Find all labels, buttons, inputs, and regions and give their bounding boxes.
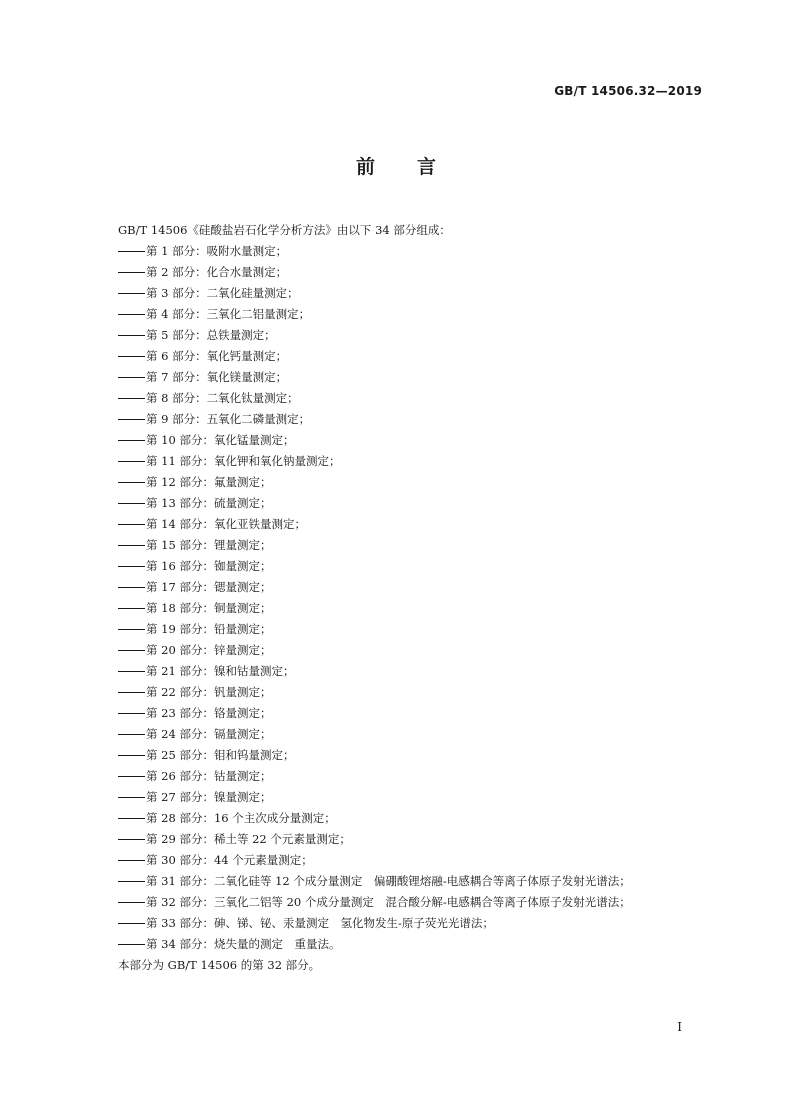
list-item (118, 598, 706, 619)
dash-mark (118, 430, 146, 451)
list-item (118, 766, 706, 787)
list-item (118, 892, 706, 913)
list-item-text: 第 21 部分：镍和钴量测定； (146, 664, 295, 678)
list-item (118, 850, 706, 871)
list-item (118, 430, 706, 451)
list-item-text: 第 15 部分：锂量测定； (146, 538, 272, 552)
list-item-text: 第 13 部分：硫量测定； (146, 496, 272, 510)
list-item-text: 第 30 部分：44 个元素量测定； (146, 853, 313, 867)
list-item-text: 第 7 部分：氧化镁量测定； (146, 370, 288, 384)
list-item-text: 第 18 部分：铜量测定； (146, 601, 272, 615)
parts-list (118, 241, 706, 955)
closing-text: 本部分为 GB/T 14506 的第 32 部分。 (118, 958, 321, 972)
list-item-text: 第 8 部分：二氧化钛量测定； (146, 391, 299, 405)
dash-mark (118, 367, 146, 388)
dash-mark (118, 283, 146, 304)
list-item-text: 第 24 部分：镉量测定； (146, 727, 272, 741)
list-item-text: 第 17 部分：锶量测定； (146, 580, 272, 594)
list-item-text: 第 25 部分：钼和钨量测定； (146, 748, 295, 762)
foreword-content (118, 220, 706, 976)
list-item (118, 493, 706, 514)
list-item (118, 745, 706, 766)
title-char-1: 前 (355, 156, 375, 178)
dash-mark (118, 472, 146, 493)
dash-mark (118, 262, 146, 283)
list-item (118, 535, 706, 556)
list-item-text: 第 5 部分：总铁量测定； (146, 328, 276, 342)
dash-mark (118, 514, 146, 535)
list-item (118, 388, 706, 409)
dash-mark (118, 850, 146, 871)
title-char-2: 言 (417, 156, 437, 178)
list-item (118, 514, 706, 535)
dash-mark (118, 892, 146, 913)
dash-mark (118, 913, 146, 934)
list-item-text: 第 12 部分：氟量测定； (146, 475, 272, 489)
list-item-text: 第 1 部分：吸附水量测定； (146, 244, 288, 258)
dash-mark (118, 766, 146, 787)
list-item-text: 第 4 部分：三氧化二铝量测定； (146, 307, 311, 321)
dash-mark (118, 535, 146, 556)
list-item-text: 第 16 部分：铷量测定； (146, 559, 272, 573)
dash-mark (118, 451, 146, 472)
list-item-text: 第 10 部分：氧化锰量测定； (146, 433, 295, 447)
dash-mark (118, 724, 146, 745)
dash-mark (118, 808, 146, 829)
list-item (118, 682, 706, 703)
list-item (118, 409, 706, 430)
dash-mark (118, 598, 146, 619)
dash-mark (118, 304, 146, 325)
list-item (118, 787, 706, 808)
dash-mark (118, 325, 146, 346)
standard-number: GB/T 14506.32—2019 (554, 84, 702, 98)
list-item (118, 241, 706, 262)
list-item (118, 346, 706, 367)
list-item (118, 661, 706, 682)
list-item (118, 913, 706, 934)
list-item (118, 808, 706, 829)
dash-mark (118, 787, 146, 808)
dash-mark (118, 682, 146, 703)
dash-mark (118, 703, 146, 724)
dash-mark (118, 388, 146, 409)
list-item-text: 第 6 部分：氧化钙量测定； (146, 349, 288, 363)
list-item (118, 703, 706, 724)
dash-mark (118, 493, 146, 514)
dash-mark (118, 934, 146, 955)
page-number: I (677, 1020, 682, 1034)
list-item (118, 577, 706, 598)
list-item (118, 325, 706, 346)
list-item (118, 934, 706, 955)
list-item-text: 第 32 部分：三氧化二铝等 20 个成分量测定 混合酸分解-电感耦合等离子体原子发射光谱法； (146, 895, 631, 909)
list-item-text: 第 3 部分：二氧化硅量测定； (146, 286, 299, 300)
list-item (118, 619, 706, 640)
list-item (118, 367, 706, 388)
dash-mark (118, 829, 146, 850)
list-item-text: 第 14 部分：氧化亚铁量测定； (146, 517, 306, 531)
dash-mark (118, 409, 146, 430)
dash-mark (118, 661, 146, 682)
list-item-text: 第 27 部分：镍量测定； (146, 790, 272, 804)
list-item-text: 第 19 部分：铅量测定； (146, 622, 272, 636)
list-item (118, 829, 706, 850)
intro-text: GB/T 14506《硅酸盐岩石化学分析方法》由以下 34 部分组成： (118, 223, 451, 237)
list-item-text: 第 2 部分：化合水量测定； (146, 265, 288, 279)
list-item (118, 472, 706, 493)
list-item (118, 262, 706, 283)
dash-mark (118, 556, 146, 577)
list-item (118, 871, 706, 892)
dash-mark (118, 640, 146, 661)
dash-mark (118, 745, 146, 766)
list-item-text: 第 28 部分：16 个主次成分量测定； (146, 811, 336, 825)
list-item (118, 304, 706, 325)
list-item-text: 第 34 部分：烧失量的测定 重量法。 (146, 937, 341, 951)
list-item (118, 283, 706, 304)
list-item-text: 第 33 部分：砷、锑、铋、汞量测定 氢化物发生-原子荧光光谱法； (146, 916, 494, 930)
list-item-text: 第 31 部分：二氧化硅等 12 个成分量测定 偏硼酸锂熔融-电感耦合等离子体原子发射光谱法； (146, 874, 631, 888)
dash-mark (118, 577, 146, 598)
page-title (0, 152, 792, 179)
list-item (118, 451, 706, 472)
list-item-text: 第 26 部分：钴量测定； (146, 769, 272, 783)
list-item (118, 556, 706, 577)
list-item (118, 724, 706, 745)
list-item-text: 第 23 部分：铬量测定； (146, 706, 272, 720)
dash-mark (118, 871, 146, 892)
list-item-text: 第 29 部分：稀土等 22 个元素量测定； (146, 832, 351, 846)
dash-mark (118, 619, 146, 640)
list-item-text: 第 22 部分：钒量测定； (146, 685, 272, 699)
list-item-text: 第 11 部分：氧化钾和氧化钠量测定； (146, 454, 341, 468)
dash-mark (118, 241, 146, 262)
list-item (118, 640, 706, 661)
dash-mark (118, 346, 146, 367)
list-item-text: 第 20 部分：锌量测定； (146, 643, 272, 657)
list-item-text: 第 9 部分：五氧化二磷量测定； (146, 412, 311, 426)
